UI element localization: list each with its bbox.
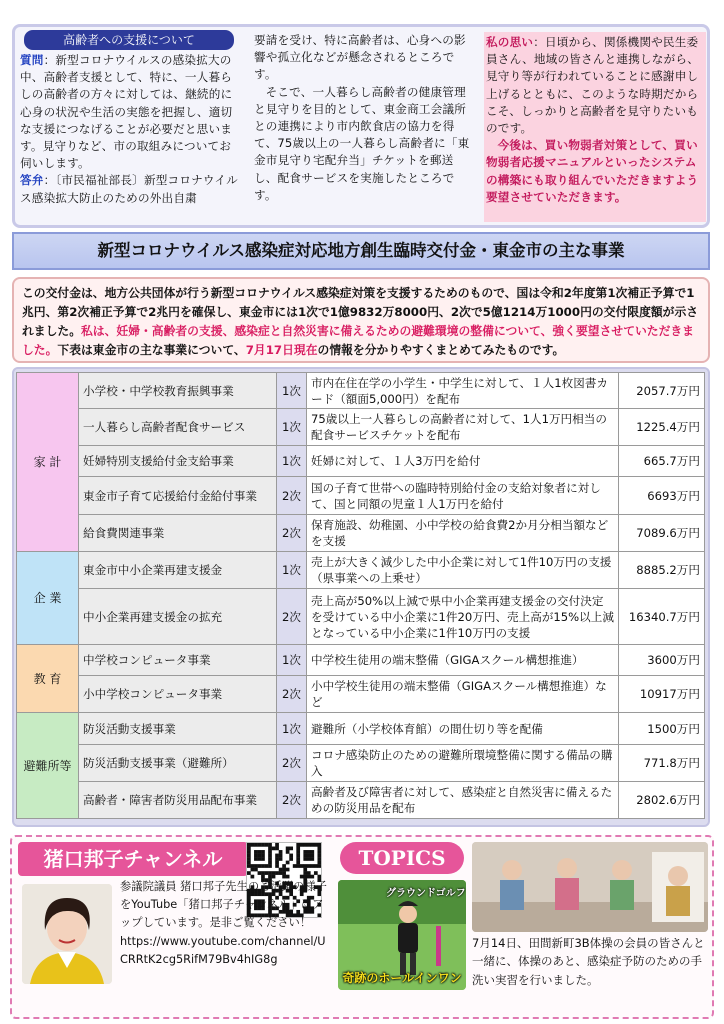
qr-module <box>265 871 269 875</box>
qr-module <box>258 857 262 861</box>
qr-module <box>303 850 307 854</box>
qr-module <box>261 854 265 858</box>
qr-module <box>261 871 265 875</box>
table-row <box>17 373 705 409</box>
table-row <box>17 552 705 589</box>
budget-round: 2次 <box>277 515 307 552</box>
qr-module <box>261 843 265 847</box>
qr-module <box>265 864 269 868</box>
intro-text-3: の情報を分かりやすくまとめてみたものです。 <box>317 343 565 357</box>
qr-module <box>282 868 286 872</box>
project-description: コロナ感染防止のための避難所環境整備に関する備品の購入 <box>307 745 619 782</box>
qr-module <box>307 843 311 847</box>
project-description: 妊婦に対して、１人3万円を給付 <box>307 446 619 477</box>
qr-module <box>268 854 272 858</box>
qr-module <box>251 868 255 872</box>
qr-module <box>268 871 272 875</box>
intro-text-2: 下表は東金市の主な事業について、 <box>57 343 246 357</box>
qr-module <box>310 850 314 854</box>
answer-text: ：〔市民福祉部長〕新型コロナウイルス感染拡大防止のための外出自粛 <box>20 173 238 205</box>
qr-module <box>307 857 311 861</box>
portrait-illustration <box>22 884 112 984</box>
qr-module <box>258 864 262 868</box>
project-name: 小学校・中学校教育振興事業 <box>79 373 277 409</box>
project-description: 75歳以上一人暮らしの高齢者に対して、1人1万円相当の配食サービスチケットを配布 <box>307 409 619 446</box>
qr-module <box>286 850 290 854</box>
qr-module <box>247 871 251 875</box>
budget-round: 2次 <box>277 782 307 819</box>
qr-module <box>286 847 290 851</box>
qr-module <box>296 854 300 858</box>
answer-paragraph-1: 要請を受け、特に高齢者は、心身への影響や孤立化などが懸念されるところです。 <box>254 33 466 82</box>
qr-module <box>286 861 290 865</box>
category-cell-education: 教 育 <box>17 645 79 713</box>
qr-module <box>279 857 283 861</box>
qr-module <box>307 854 311 858</box>
qr-module <box>268 847 272 851</box>
table-row <box>17 782 705 819</box>
qr-module <box>310 857 314 861</box>
qr-module <box>268 857 272 861</box>
qr-module <box>258 854 262 858</box>
intro-text-1: この交付金は、地方公共団体が行う新型コロナウイルス感染症対策を支援するためのもので、国は令和2年度第1次補正予算で1兆円、第2次補正予算で2兆円を確保し、東金市には1次で1億9832万8000円、2次で5億1214万1000円の交付限度額が示されました。 <box>22 286 699 338</box>
project-amount: 1500万円 <box>619 713 705 745</box>
qr-module <box>275 847 279 851</box>
project-amount: 7089.6万円 <box>619 515 705 552</box>
qr-module <box>254 854 258 858</box>
qr-module <box>314 843 318 847</box>
project-description: 売上高が50%以上減で県中小企業再建支援金の交付決定を受けている中小企業に1件20万円、売上高が15%以上減となっている中小企業に1件10万円の支援 <box>307 589 619 645</box>
budget-round: 2次 <box>277 477 307 515</box>
qr-module <box>258 871 262 875</box>
qr-module <box>247 861 251 865</box>
qr-module <box>254 843 258 847</box>
intro-box <box>12 277 710 363</box>
qr-module <box>254 868 258 872</box>
qr-module <box>289 857 293 861</box>
qr-module <box>275 864 279 868</box>
qr-module <box>275 871 279 875</box>
project-name: 防災活動支援事業（避難所） <box>79 745 277 782</box>
project-name: 中小企業再建支援金の拡充 <box>79 589 277 645</box>
qr-module <box>268 864 272 868</box>
table-row <box>17 477 705 515</box>
qr-module <box>296 861 300 865</box>
qr-module <box>317 847 321 851</box>
project-name: 防災活動支援事業 <box>79 713 277 745</box>
budget-round: 1次 <box>277 552 307 589</box>
qr-module <box>279 854 283 858</box>
qr-module <box>296 850 300 854</box>
projects-table <box>16 372 705 819</box>
question-text: ：新型コロナウイルスの感染拡大の中、高齢者支援として、特に、一人暮らしの高齢者の方々に対しては、継続的に心身の状況や生活の実態を把握し、適切な支援につなげることが必要だと思います。見守りなど、市の取組みについてお伺いします。 <box>20 53 233 171</box>
budget-round: 2次 <box>277 589 307 645</box>
answer-paragraph-2: そこで、一人暮らし高齢者の健康管理と見守りを目的として、東金商工会議所との連携により市内飲食店の協力を得て、75歳以上の一人暮らし高齢者に「東金市見守り宅配弁当」チケットを郵送し、配食サービスを実施したところです。 <box>254 84 470 202</box>
thought-label: 私の思い <box>486 35 534 49</box>
qr-module <box>300 843 304 847</box>
qr-module <box>247 864 251 868</box>
channel-url[interactable]: https://www.youtube.com/channel/UCRRtK2cg5RifM79Bv4hIG8g <box>120 934 326 966</box>
qr-module <box>303 854 307 858</box>
question-label: 質問 <box>20 53 44 67</box>
qr-module <box>265 843 269 847</box>
qr-module <box>307 864 311 868</box>
qr-module <box>317 854 321 858</box>
golf-caption-top: グラウンドゴルフ <box>386 888 466 899</box>
qr-module <box>268 850 272 854</box>
qr-module <box>272 871 276 875</box>
qa-column-2 <box>254 32 476 224</box>
budget-round: 2次 <box>277 745 307 782</box>
project-description: 避難所（小学校体育館）の間仕切り等を配備 <box>307 713 619 745</box>
qr-module <box>268 861 272 865</box>
project-amount: 3600万円 <box>619 645 705 676</box>
budget-round: 1次 <box>277 713 307 745</box>
project-name: 中学校コンピュータ事業 <box>79 645 277 676</box>
topics-text: 7月14日、田間新町3B体操の会員の皆さんと一緒に、体操のあと、感染症予防のための手洗い実習を行いました。 <box>472 936 705 987</box>
qr-module <box>300 864 304 868</box>
table-row <box>17 446 705 477</box>
project-name: 東金市子育て応援給付金給付事業 <box>79 477 277 515</box>
qr-module <box>307 871 311 875</box>
project-description: 高齢者及び障害者に対して、感染症と自然災害に備えるための防災用品を配布 <box>307 782 619 819</box>
project-description: 売上が大きく減少した中小企業に対して1件10万円の支援（県事業への上乗せ） <box>307 552 619 589</box>
qr-module <box>303 857 307 861</box>
thought-request: 今後は、買い物弱者対策として、買い物弱者応援マニュアルといったシステムの構築にも取り組んでいただきますよう要望させていただきます。 <box>486 138 699 204</box>
project-name: 給食費関連事業 <box>79 515 277 552</box>
qr-module <box>279 868 283 872</box>
project-amount: 16340.7万円 <box>619 589 705 645</box>
project-description: 市内在住在学の小学生・中学生に対して、１人1枚図書カード（額面5,000円）を配布 <box>307 373 619 409</box>
my-thought-box <box>484 32 706 222</box>
table-row <box>17 409 705 446</box>
qr-module <box>268 843 272 847</box>
qr-module <box>258 850 262 854</box>
budget-round: 1次 <box>277 373 307 409</box>
qr-module <box>247 850 251 854</box>
qr-module <box>272 847 276 851</box>
project-description: 保育施設、幼稚園、小中学校の給食費2か月分相当額などを支援 <box>307 515 619 552</box>
project-name: 東金市中小企業再建支援金 <box>79 552 277 589</box>
category-cell-household: 家 計 <box>17 373 79 552</box>
qr-module <box>317 864 321 868</box>
qr-module <box>303 868 307 872</box>
qr-module <box>310 843 314 847</box>
thought-text: ：日頃から、関係機関や民生委員さん、地域の皆さんと連携しながら、見守り等が行われていることに感謝申し上げるとともに、このような時期だからこそ、しっかりと高齢者を見守りたいものです。 <box>486 35 699 136</box>
qr-module <box>275 854 279 858</box>
qr-module <box>251 843 255 847</box>
qr-module <box>275 857 279 861</box>
qr-module <box>258 843 262 847</box>
qr-module <box>303 864 307 868</box>
qr-module <box>282 871 286 875</box>
qr-module <box>307 850 311 854</box>
project-amount: 2057.7万円 <box>619 373 705 409</box>
project-amount: 6693万円 <box>619 477 705 515</box>
budget-round: 1次 <box>277 409 307 446</box>
qr-module <box>286 868 290 872</box>
portrait-photo <box>22 884 112 984</box>
project-name: 妊婦特別支援給付金支給事業 <box>79 446 277 477</box>
qr-module <box>282 864 286 868</box>
channel-title: 猪口邦子チャンネル <box>18 842 248 876</box>
project-name: 小中学校コンピュータ事業 <box>79 676 277 713</box>
qr-module <box>289 847 293 851</box>
category-cell-business: 企 業 <box>17 552 79 645</box>
project-amount: 665.7万円 <box>619 446 705 477</box>
qr-module <box>310 864 314 868</box>
category-cell-evacuation: 避難所等 <box>17 713 79 819</box>
answer-label: 答弁 <box>20 173 44 188</box>
qr-module <box>314 871 318 875</box>
qr-module <box>261 857 265 861</box>
qr-module <box>296 847 300 851</box>
project-amount: 2802.6万円 <box>619 782 705 819</box>
qr-module <box>317 857 321 861</box>
golf-photo <box>338 880 466 990</box>
qr-module <box>247 843 251 847</box>
project-amount: 8885.2万円 <box>619 552 705 589</box>
qr-module <box>279 871 283 875</box>
intro-emphasis-date: 7月17日現在 <box>245 343 318 357</box>
qr-module <box>261 850 265 854</box>
qr-module <box>296 843 300 847</box>
table-row <box>17 745 705 782</box>
exercise-illustration <box>472 842 708 932</box>
channel-text-block <box>120 878 332 969</box>
table-row <box>17 713 705 745</box>
section-headline: 新型コロナウイルス感染症対応地方創生臨時交付金・東金市の主な事業 <box>12 232 710 270</box>
qr-module <box>275 843 279 847</box>
qa-banner: 高齢者への支援について <box>24 30 234 50</box>
qr-module <box>254 850 258 854</box>
project-description: 小中学校生徒用の端末整備（GIGAスクール構想推進）など <box>307 676 619 713</box>
qa-column-1 <box>20 52 242 224</box>
qr-module <box>303 843 307 847</box>
golf-caption-bottom: 奇跡のホールインワン <box>342 971 462 985</box>
topics-title: TOPICS <box>340 842 464 874</box>
project-amount: 1225.4万円 <box>619 409 705 446</box>
budget-round: 1次 <box>277 645 307 676</box>
qr-module <box>296 864 300 868</box>
qr-module <box>317 843 321 847</box>
qr-module <box>251 864 255 868</box>
project-amount: 10917万円 <box>619 676 705 713</box>
qr-module <box>303 871 307 875</box>
qr-module <box>310 854 314 858</box>
project-name: 高齢者・障害者防災用品配布事業 <box>79 782 277 819</box>
project-description: 中学校生徒用の端末整備（GIGAスクール構想推進） <box>307 645 619 676</box>
qr-module <box>317 861 321 865</box>
qr-module <box>293 864 297 868</box>
qr-module <box>279 850 283 854</box>
project-name: 一人暮らし高齢者配食サービス <box>79 409 277 446</box>
qr-module <box>247 857 251 861</box>
budget-round: 2次 <box>277 676 307 713</box>
qr-module <box>247 847 251 851</box>
project-amount: 771.8万円 <box>619 745 705 782</box>
qr-module <box>289 854 293 858</box>
exercise-photo <box>472 842 708 932</box>
qr-module <box>247 854 251 858</box>
qr-module <box>254 864 258 868</box>
table-row <box>17 645 705 676</box>
table-row <box>17 589 705 645</box>
budget-round: 1次 <box>277 446 307 477</box>
table-row <box>17 515 705 552</box>
table-row <box>17 676 705 713</box>
channel-description: 参議院議員 猪口邦子先生のご活躍の様子をYouTube「猪口邦子チャンネル」にアップしています。是非ご覧ください！ <box>120 880 327 930</box>
qr-module <box>261 864 265 868</box>
qr-module <box>254 857 258 861</box>
project-description: 国の子育て世帯への臨時特別給付金の支給対象者に対して、国と同額の児童１人1万円を給付 <box>307 477 619 515</box>
qr-module <box>314 864 318 868</box>
qr-module <box>296 857 300 861</box>
qr-module <box>275 861 279 865</box>
intro-emphasis-1: 私は、妊婦・高齢者の支援、感染症と自然災害に備えるための避難環境の整備について、強く要望させていただきました。 <box>22 324 694 357</box>
qr-module <box>317 850 321 854</box>
